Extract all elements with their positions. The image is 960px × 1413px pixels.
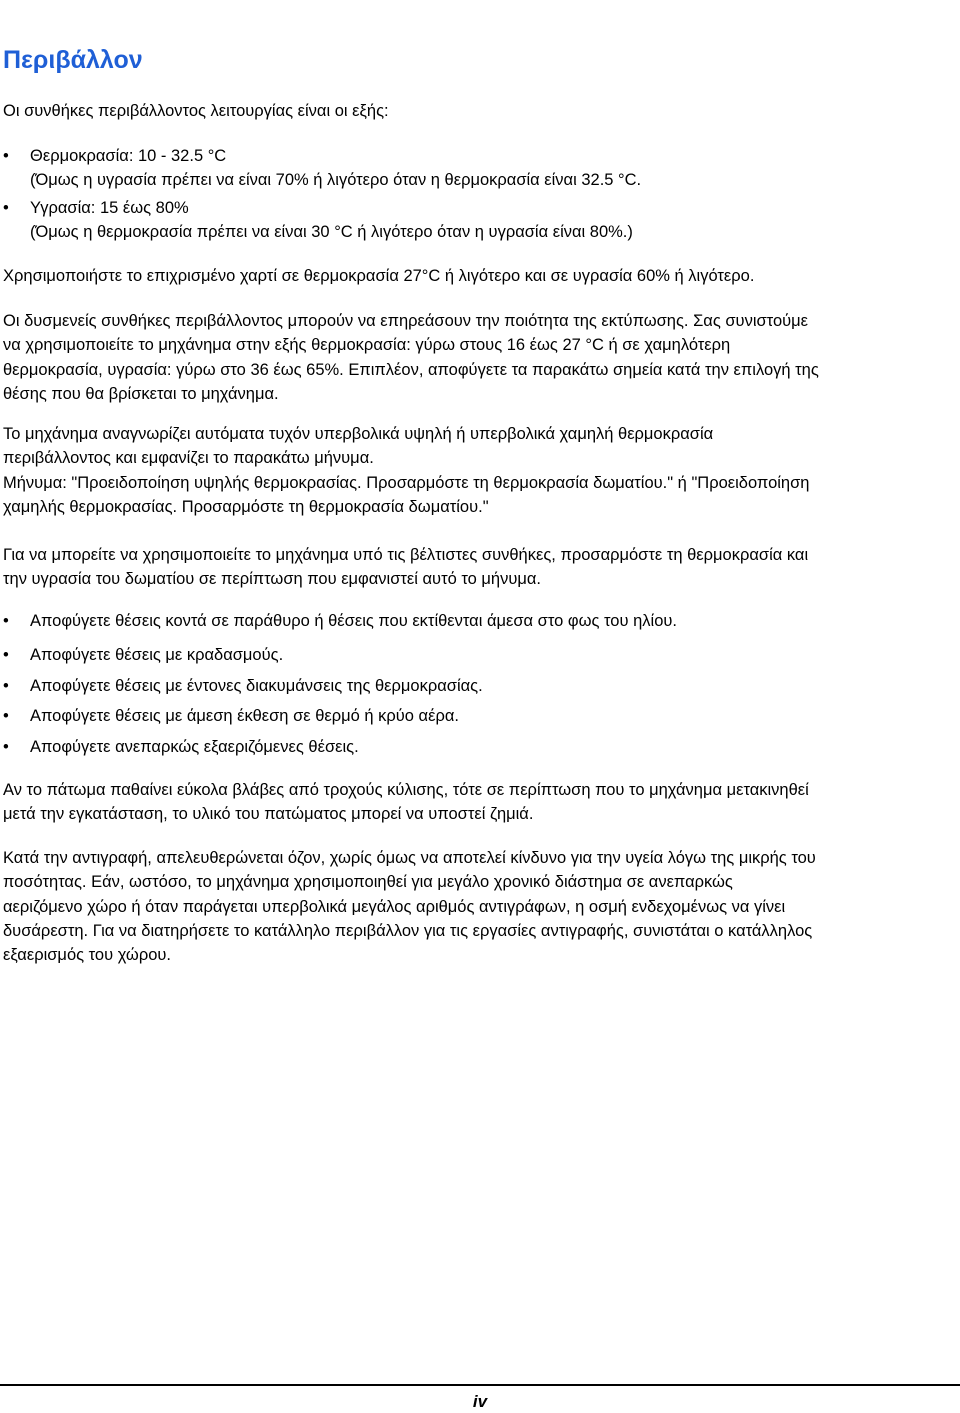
footer-divider [0,1384,960,1386]
paragraph-line: χαμηλής θερμοκρασίας. Προσαρμόστε τη θερμοκρασία δωματίου." [3,497,489,516]
paragraph-line: Για να μπορείτε να χρησιμοποιείτε το μηχάνημα υπό τις βέλτιστες συνθήκες, προσαρμόστε τη θερμοκρασία και [3,546,809,564]
condition-line: Υγρασία: 15 έως 80% [30,199,189,217]
avoid-item-text: Αποφύγετε θέσεις με άμεση έκθεση σε θερμό ή κρύο αέρα. [30,707,459,725]
optimal-conditions-paragraph [3,543,955,592]
paragraph-line: την υγρασία του δωματίου σε περίπτωση που εμφανιστεί αυτό το μήνυμα. [3,570,541,589]
paragraph-line: ποσότητας. Εάν, ωστόσο, το μηχάνημα χρησιμοποιηθεί για μεγάλο χρονικό διάστημα σε ανεπαρκώς [3,873,733,892]
bullet-icon: • [3,677,9,695]
paragraph-line: περιβάλλοντος και εμφανίζει το παρακάτω μήνυμα. [3,449,374,468]
paragraph-line: Κατά την αντιγραφή, απελευθερώνεται όζον, χωρίς όμως να αποτελεί κίνδυνο για την υγεία λόγω της μικρής του [3,849,816,867]
avoid-item-text: Αποφύγετε θέσεις κοντά σε παράθυρο ή θέσεις που εκτίθενται άμεσα στο φως του ηλίου. [30,612,677,630]
paragraph-line: Το μηχάνημα αναγνωρίζει αυτόματα τυχόν υπερβολικά υψηλή ή υπερβολικά χαμηλή θερμοκρασία [3,425,714,443]
ozone-paragraph [3,846,955,967]
bullet-icon: • [3,738,9,756]
bullet-icon: • [3,612,9,630]
paragraph-line: Αν το πάτωμα παθαίνει εύκολα βλάβες από τροχούς κύλισης, τότε σε περίπτωση που το μηχάνημα μετακινηθεί [3,781,809,799]
page-number: iv [472,1392,488,1411]
intro-text: Οι συνθήκες περιβάλλοντος λειτουργίας είναι οι εξής: [3,102,389,120]
paragraph-line: αεριζόμενο χώρο ή όταν παράγεται υπερβολικά μεγάλος αριθμός αντιγράφων, η οσμή ενδεχομένως να γίνει [3,897,786,916]
avoid-item-text: Αποφύγετε θέσεις με κραδασμούς. [30,646,284,664]
paper-note: Χρησιμοποιήστε το επιχρισμένο χαρτί σε θερμοκρασία 27°C ή λιγότερο και σε υγρασία 60% ή λιγότερο. [3,267,755,285]
paragraph-line: δυσάρεστη. Για να διατηρήσετε το κατάλληλο περιβάλλον για τις εργασίες αντιγραφής, συνιστάται ο κατάλληλος [3,921,813,940]
condition-line: Θερμοκρασία: 10 - 32.5 °C [30,147,227,165]
paragraph-line: θέσης που θα βρίσκεται το μηχάνημα. [3,384,279,403]
condition-note: (Όμως η θερμοκρασία πρέπει να είναι 30 °C ή λιγότερο όταν η υγρασία είναι 80%.) [30,223,633,241]
bullet-icon: • [3,147,9,165]
paragraph-line: θερμοκρασία, υγρασία: γύρω στο 36 έως 65%. Επιπλέον, αποφύγετε τα παρακάτω σημεία κατά την επιλογή της [3,360,819,379]
floor-damage-paragraph [3,778,955,827]
bullet-icon: • [3,707,9,725]
avoid-item-text: Αποφύγετε θέσεις με έντονες διακυμάνσεις της θερμοκρασίας. [30,677,483,695]
paragraph-line: Οι δυσμενείς συνθήκες περιβάλλοντος μπορούν να επηρεάσουν την ποιότητα της εκτύπωσης. Σας συνιστούμε [3,312,809,330]
adverse-conditions-paragraph [3,309,955,406]
page-title: Περιβάλλον [3,46,143,74]
temperature-detection-paragraph [3,422,955,519]
paragraph-line: να χρησιμοποιείτε το μηχάνημα στην εξής θερμοκρασία: γύρω στους 16 έως 27 °C ή σε χαμηλότερη [3,336,731,355]
paragraph-line: μετά την εγκατάσταση, το υλικό του πατώματος μπορεί να υποστεί ζημιά. [3,805,534,824]
bullet-icon: • [3,199,9,217]
bullet-icon: • [3,646,9,664]
paragraph-line: Μήνυμα: "Προειδοποίηση υψηλής θερμοκρασίας. Προσαρμόστε τη θερμοκρασία δωματίου." ή "Προειδοποίηση [3,473,810,492]
paragraph-line: εξαερισμός του χώρου. [3,946,171,965]
condition-note: (Όμως η υγρασία πρέπει να είναι 70% ή λιγότερο όταν η θερμοκρασία είναι 32.5 °C. [30,171,642,189]
avoid-item-text: Αποφύγετε ανεπαρκώς εξαεριζόμενες θέσεις. [30,738,359,756]
